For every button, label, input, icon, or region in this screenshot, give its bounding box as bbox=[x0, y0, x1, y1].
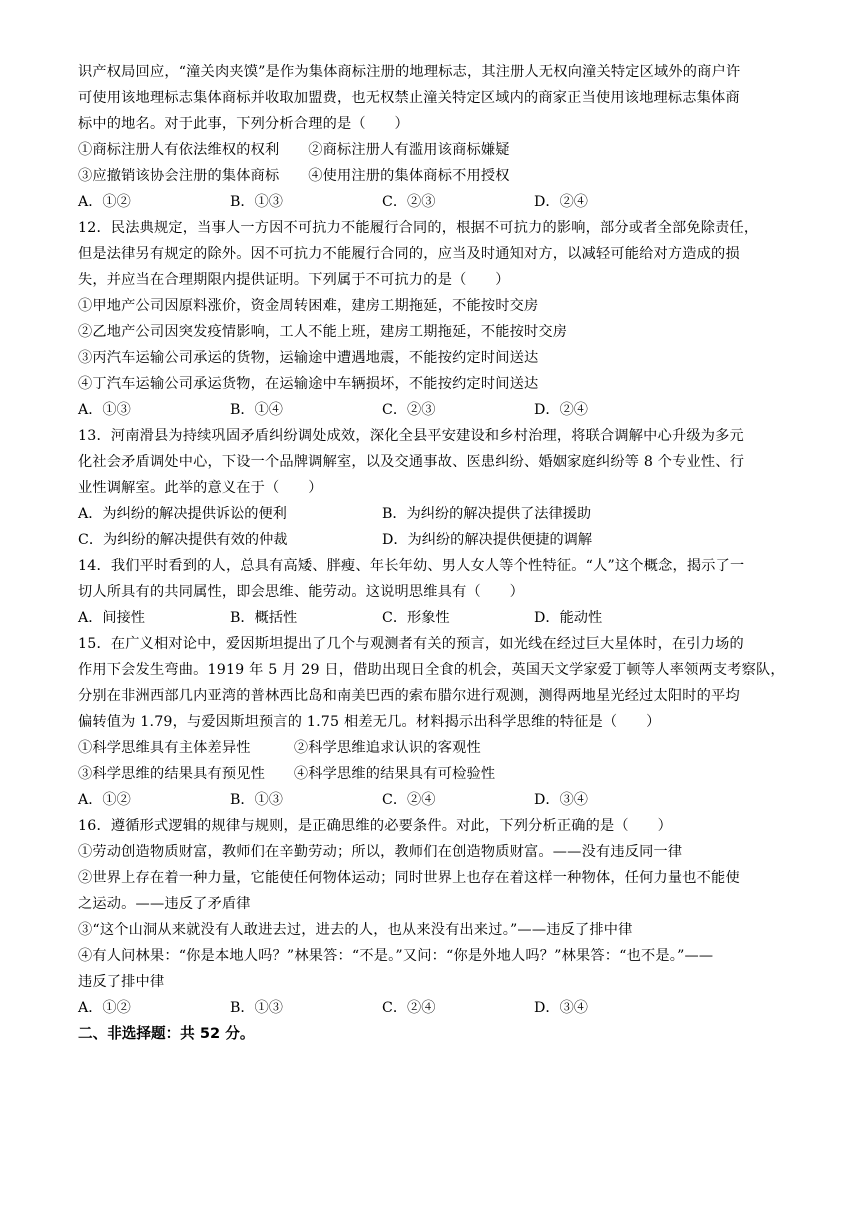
q12-statement-4: ④丁汽车运输公司承运货物，在运输途中车辆损坏，不能按约定时间送达 bbox=[78, 376, 539, 392]
q14-option-c: C．形象性 bbox=[382, 610, 450, 626]
q15-option-d: D．③④ bbox=[534, 792, 588, 808]
q11-statement-1: ①商标注册人有依法维权的权利 ②商标注册人有滥用该商标嫌疑 bbox=[78, 142, 510, 158]
q13-options-row-1 bbox=[78, 501, 788, 527]
q14-option-a: A．间接性 bbox=[78, 610, 145, 626]
q16-option-b: B．①③ bbox=[230, 1000, 283, 1016]
q11-options bbox=[78, 189, 788, 215]
q16-option-a: A．①② bbox=[78, 1000, 131, 1016]
q12-statement-1: ①甲地产公司因原料涨价，资金周转困难，建房工期拖延，不能按时交房 bbox=[78, 298, 539, 314]
q13-option-c: C．为纠纷的解决提供有效的仲裁 bbox=[78, 532, 288, 548]
section-2-heading: 二、非选择题：共 52 分。 bbox=[78, 1025, 255, 1042]
q13-option-b: B．为纠纷的解决提供了法律援助 bbox=[382, 506, 592, 522]
q16-statement-3: ③“这个山洞从来就没有人敢进去过，进去的人，也从来没有出来过。”——违反了排中律 bbox=[78, 922, 633, 938]
q12-option-a: A．①③ bbox=[78, 402, 131, 418]
q11-option-c: C．②③ bbox=[382, 194, 436, 210]
q14-option-b: B．概括性 bbox=[230, 610, 298, 626]
q15-stem-line-2: 作用下会发生弯曲。1919 年 5 月 29 日，借助出现日全食的机会，英国天文学家爱丁顿等人率领两支考察队， bbox=[78, 662, 785, 678]
q16-option-c: C．②④ bbox=[382, 1000, 436, 1016]
q12-option-d: D．②④ bbox=[534, 402, 588, 418]
q13-option-d: D．为纠纷的解决提供便捷的调解 bbox=[382, 532, 593, 548]
q11-option-b: B．①③ bbox=[230, 194, 283, 210]
q16-statement-1: ①劳动创造物质财富，教师们在辛勤劳动；所以，教师们在创造物质财富。——没有违反同一律 bbox=[78, 844, 683, 860]
q16-statement-2-line-2: 之运动。——违反了矛盾律 bbox=[78, 896, 251, 912]
q15-option-a: A．①② bbox=[78, 792, 131, 808]
q11-option-d: D．②④ bbox=[534, 194, 588, 210]
q15-stem-line-1: 15．在广义相对论中，爱因斯坦提出了几个与观测者有关的预言，如光线在经过巨大星体时，在引力场的 bbox=[78, 636, 744, 652]
q15-stem-line-3: 分别在非洲西部几内亚湾的普林西比岛和南美巴西的索布腊尔进行观测，测得两地星光经过太阳时的平均 bbox=[78, 688, 740, 704]
q12-statement-2: ②乙地产公司因突发疫情影响，工人不能上班，建房工期拖延，不能按时交房 bbox=[78, 324, 568, 340]
q14-stem-line-2: 切人所具有的共同属性，即会思维、能劳动。这说明思维具有（ ） bbox=[78, 584, 525, 600]
q12-option-c: C．②③ bbox=[382, 402, 436, 418]
q15-statement-2: ③科学思维的结果具有预见性 ④科学思维的结果具有可检验性 bbox=[78, 766, 496, 782]
q16-stem-line-1: 16．遵循形式逻辑的规律与规则，是正确思维的必要条件。对此，下列分析正确的是（ ） bbox=[78, 818, 672, 834]
q14-options bbox=[78, 605, 788, 631]
q15-option-b: B．①③ bbox=[230, 792, 283, 808]
q11-stem-line-2: 可使用该地理标志集体商标并收取加盟费，也无权禁止潼关特定区域内的商家正当使用该地理标志集体商 bbox=[78, 90, 740, 106]
q11-stem-line-1: 识产权局回应，“潼关肉夹馍”是作为集体商标注册的地理标志，其注册人无权向潼关特定区域外的商户许 bbox=[78, 64, 741, 80]
q15-statement-1: ①科学思维具有主体差异性 ②科学思维追求认识的客观性 bbox=[78, 740, 481, 756]
q14-stem-line-1: 14．我们平时看到的人，总具有高矮、胖瘦、年长年幼、男人女人等个性特征。“人”这个概念，揭示了一 bbox=[78, 558, 745, 574]
q12-stem-line-2: 但是法律另有规定的除外。因不可抗力不能履行合同的，应当及时通知对方，以减轻可能给对方造成的损 bbox=[78, 246, 740, 262]
q15-options bbox=[78, 787, 788, 813]
q13-stem-line-2: 化社会矛盾调处中心，下设一个品牌调解室，以及交通事故、医患纠纷、婚姻家庭纠纷等 8 个专业性、行 bbox=[78, 454, 745, 470]
q12-option-b: B．①④ bbox=[230, 402, 283, 418]
q16-option-d: D．③④ bbox=[534, 1000, 588, 1016]
q16-options bbox=[78, 995, 788, 1021]
q15-option-c: C．②④ bbox=[382, 792, 436, 808]
q13-stem-line-1: 13．河南滑县为持续巩固矛盾纠纷调处成效，深化全县平安建设和乡村治理，将联合调解中心升级为多元 bbox=[78, 428, 744, 444]
q14-option-d: D．能动性 bbox=[534, 610, 603, 626]
q16-statement-4-line-2: 违反了排中律 bbox=[78, 974, 165, 990]
q11-stem-line-3: 标中的地名。对于此事，下列分析合理的是（ ） bbox=[78, 116, 409, 132]
q12-stem-line-1: 12．民法典规定，当事人一方因不可抗力不能履行合同的，根据不可抗力的影响，部分或者全部免除责任， bbox=[78, 220, 759, 236]
q13-option-a: A．为纠纷的解决提供诉讼的便利 bbox=[78, 506, 287, 522]
q13-options-row-2 bbox=[78, 527, 788, 553]
q16-statement-4-line-1: ④有人问林果：“你是本地人吗？”林果答：“不是。”又问：“你是外地人吗？”林果答：“也不是。”—— bbox=[78, 948, 714, 964]
q11-option-a: A．①② bbox=[78, 194, 131, 210]
q13-stem-line-3: 业性调解室。此举的意义在于（ ） bbox=[78, 480, 323, 496]
q12-options bbox=[78, 397, 788, 423]
q12-stem-line-3: 失，并应当在合理期限内提供证明。下列属于不可抗力的是（ ） bbox=[78, 272, 510, 288]
q16-statement-2-line-1: ②世界上存在着一种力量，它能使任何物体运动；同时世界上也存在着这样一种物体，任何力量也不能使 bbox=[78, 870, 740, 886]
q12-statement-3: ③丙汽车运输公司承运的货物，运输途中遭遇地震，不能按约定时间送达 bbox=[78, 350, 539, 366]
q11-statement-2: ③应撤销该协会注册的集体商标 ④使用注册的集体商标不用授权 bbox=[78, 168, 510, 184]
q15-stem-line-4: 偏转值为 1.79，与爱因斯坦预言的 1.75 相差无几。材料揭示出科学思维的特征是（ ） bbox=[78, 714, 661, 730]
